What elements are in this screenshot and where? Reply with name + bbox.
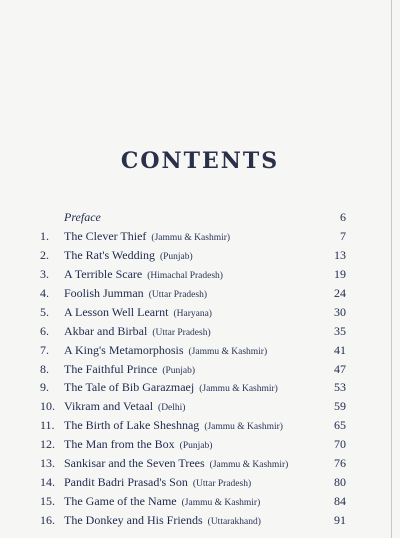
entry-title: Foolish Jumman xyxy=(64,285,144,300)
preface-page: 6 xyxy=(340,210,346,224)
entry-text xyxy=(64,416,283,437)
entry-page: 76 xyxy=(334,456,346,471)
entry-page: 53 xyxy=(334,380,346,395)
entry-title: A Terrible Scare xyxy=(64,266,143,281)
toc-row xyxy=(40,416,346,435)
entry-region: (Himachal Pradesh) xyxy=(147,270,223,281)
entry-page: 84 xyxy=(334,494,346,509)
entry-page: 80 xyxy=(334,475,346,490)
entry-page: 19 xyxy=(334,266,346,281)
entry-title: A Lesson Well Learnt xyxy=(64,304,169,319)
toc-row xyxy=(40,454,346,473)
toc-row xyxy=(40,265,346,284)
entry-number: 4. xyxy=(40,285,49,300)
entry-title: Vikram and Vetaal xyxy=(64,399,154,414)
entry-title: The Rat's Wedding xyxy=(64,247,155,262)
entry-text xyxy=(64,360,195,381)
entry-region: (Uttar Pradesh) xyxy=(148,289,207,300)
toc-row xyxy=(40,397,346,416)
entry-number: 3. xyxy=(40,266,49,281)
entry-number: 10. xyxy=(40,399,55,414)
entry-region: (Haryana) xyxy=(173,308,212,319)
entry-page: 24 xyxy=(334,285,346,300)
entry-number: 7. xyxy=(40,342,49,357)
entry-text xyxy=(64,246,193,267)
toc-row xyxy=(40,284,346,303)
toc-row xyxy=(40,473,346,492)
entry-region: (Jammu & Kashmir) xyxy=(181,498,261,509)
entry-number: 8. xyxy=(40,361,49,376)
entry-page: 91 xyxy=(334,513,346,527)
toc-row xyxy=(40,435,346,454)
toc-row xyxy=(40,303,346,322)
entry-region: (Uttar Pradesh) xyxy=(192,479,252,490)
entry-page: 35 xyxy=(334,323,346,338)
entry-region: (Punjab) xyxy=(162,365,196,376)
entry-title: The Tale of Bib Garazmaej xyxy=(64,380,195,395)
entry-text xyxy=(64,284,207,305)
toc-row xyxy=(40,322,346,341)
entry-title: A King's Metamorphosis xyxy=(64,342,184,357)
entry-title: The Game of the Name xyxy=(64,494,177,509)
entry-number: 14. xyxy=(40,475,55,490)
entry-region: (Uttar Pradesh) xyxy=(152,327,211,338)
entry-text xyxy=(64,227,230,248)
entry-text xyxy=(64,454,288,475)
entry-title: The Birth of Lake Sheshnag xyxy=(64,418,200,433)
entry-page: 47 xyxy=(334,361,346,376)
entry-region: (Uttarakhand) xyxy=(207,517,261,527)
entry-text xyxy=(64,511,261,532)
entry-number: 12. xyxy=(40,437,55,452)
entry-page: 65 xyxy=(334,418,346,433)
toc-row xyxy=(40,246,346,265)
entry-number: 9. xyxy=(40,380,49,395)
entry-region: (Punjab) xyxy=(159,251,193,262)
entry-title: Pandit Badri Prasad's Son xyxy=(64,475,188,490)
entry-number: 13. xyxy=(40,456,55,471)
toc-row xyxy=(40,511,346,530)
entry-region: (Jammu & Kashmir) xyxy=(199,384,278,395)
toc-row xyxy=(40,378,346,397)
entry-region: (Jammu & Kashmir) xyxy=(188,346,268,357)
entry-text xyxy=(64,378,278,399)
contents-heading: CONTENTS xyxy=(120,148,280,174)
entry-page: 13 xyxy=(334,247,346,262)
toc-row xyxy=(40,492,346,511)
entry-region: (Jammu & Kashmir) xyxy=(151,232,231,243)
entry-title: Sankisar and the Seven Trees xyxy=(64,456,205,471)
toc-row xyxy=(40,341,346,360)
entry-text xyxy=(64,341,267,362)
table-of-contents xyxy=(40,208,346,530)
entry-region: (Punjab) xyxy=(179,441,213,452)
preface-title: Preface xyxy=(64,210,101,224)
entry-text xyxy=(64,322,211,343)
entry-region: (Delhi) xyxy=(158,403,186,414)
entry-page: 7 xyxy=(340,228,346,243)
entry-number: 11. xyxy=(40,418,55,433)
entry-number: 16. xyxy=(40,513,55,527)
page-edge xyxy=(391,0,392,538)
entry-title: The Clever Thief xyxy=(64,228,147,243)
entry-text xyxy=(64,265,223,286)
toc-row xyxy=(40,360,346,379)
entry-title: The Donkey and His Friends xyxy=(64,513,203,527)
entry-text xyxy=(64,435,212,456)
entry-text xyxy=(64,492,260,513)
entry-page: 41 xyxy=(334,342,346,357)
entry-number: 6. xyxy=(40,323,49,338)
entry-region: (Jammu & Kashmir) xyxy=(204,422,283,433)
entry-number: 5. xyxy=(40,304,49,319)
entry-text xyxy=(64,303,212,324)
entry-title: The Man from the Box xyxy=(64,437,175,452)
entry-number: 1. xyxy=(40,228,49,243)
toc-row-preface xyxy=(40,208,346,227)
entry-text xyxy=(64,397,185,418)
entry-page: 59 xyxy=(334,399,346,414)
entry-number: 2. xyxy=(40,247,49,262)
entry-page: 70 xyxy=(334,437,346,452)
entry-region: (Jammu & Kashmir) xyxy=(209,460,289,471)
entry-number: 15. xyxy=(40,494,55,509)
entry-text xyxy=(64,473,251,494)
entry-title: Akbar and Birbal xyxy=(64,323,148,338)
entry-title: The Faithful Prince xyxy=(64,361,158,376)
toc-row xyxy=(40,227,346,246)
entry-page: 30 xyxy=(334,304,346,319)
